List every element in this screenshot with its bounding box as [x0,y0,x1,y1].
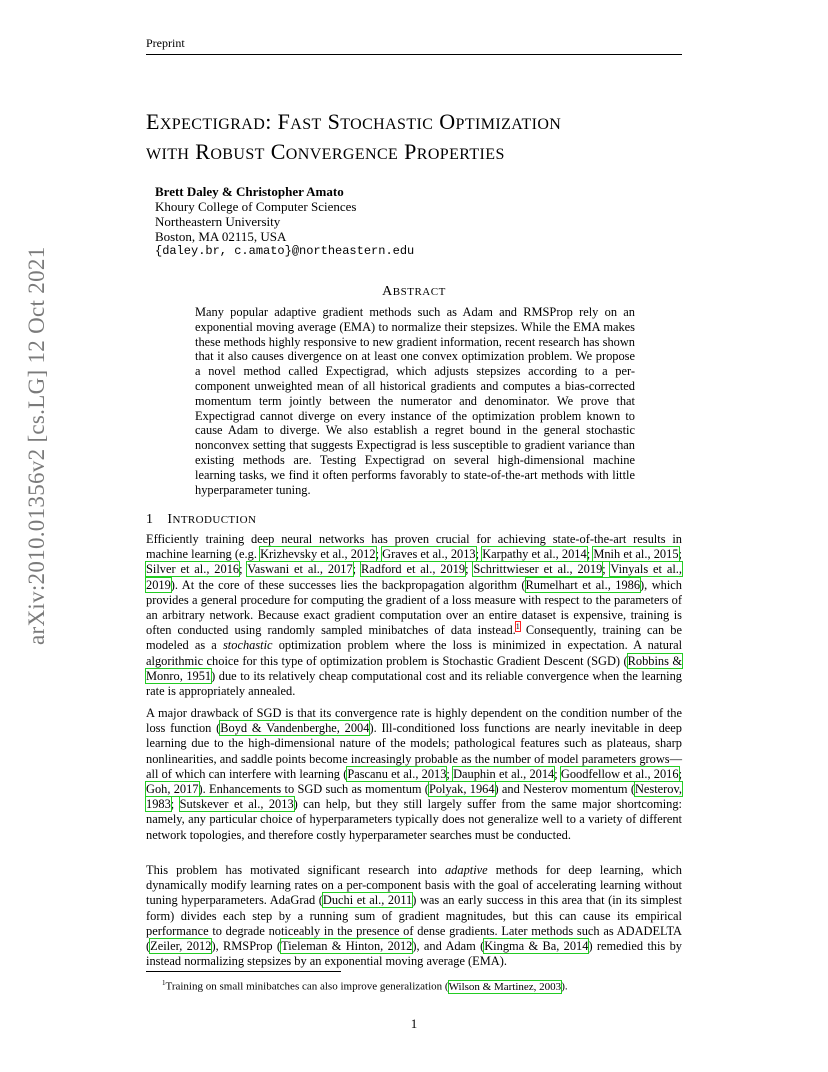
body-text: ) and Nesterov momentum ( [494,782,635,797]
title-word-initial: F [277,109,291,134]
body-text: ; [465,562,474,577]
arxiv-side-stamp: arXiv:2010.01356v2 [cs.LG] 12 Oct 2021 [24,246,49,645]
body-text: Efficiently training deep neural networks has proven crucial for achieving state-of-the-art results in machine learning (e.g. [146,532,682,562]
body-text: ) was an early success in this area that (in its simplest form) divides each step by a running sum of gradient magnitudes, but this can cause its empirical performance to degrade noticeably in the presence of dense gradients. Later methods such as ADADELTA ( [146,893,682,954]
body-text: ; [352,562,361,577]
citation-link[interactable]: Mnih et al., 2015 [593,547,679,562]
title-word-rest: OBUST [210,146,265,163]
body-text: ; [375,547,383,562]
author-email: {daley.br, c.amato}@northeastern.edu [155,244,415,258]
section-title-rest: NTRODUCTION [172,514,257,526]
citation-link[interactable]: Goh, 2017 [146,782,199,797]
title-word-initial: E [146,109,160,134]
citation-link[interactable]: Boyd & Vandenberghe, 2004 [220,721,370,736]
footnote-text-pre: Training on small minibatches can also improve generalization ( [165,980,449,993]
citation-link[interactable]: Dauphin et al., 2014 [453,766,555,781]
footnote-rule [146,971,341,972]
body-text: ; [678,547,682,562]
body-text: methods for deep learning, which dynamically modify learning rates on a per-component basis with the goal of accelerating learning without tuning hyperparameters. AdaGrad ( [146,863,682,908]
body-text: Consequently, training can be modeled as a [146,623,682,653]
title-word-rest: XPECTIGRAD [159,116,266,133]
body-text: ; [602,562,611,577]
section-heading-introduction [146,512,256,528]
page-number: 1 [410,1016,418,1031]
body-text: ; [170,797,180,812]
citation-link[interactable]: Graves et al., 2013 [382,547,476,562]
citation-link[interactable]: Krizhevsky et al., 2012 [260,547,376,562]
emphasis-text: stochastic [222,638,273,653]
section-title-initial: I [167,512,173,527]
author-names: Brett Daley & Christopher Amato [155,184,344,199]
intro-paragraph-3 [146,863,682,969]
body-text: ) due to its relatively cheap computational cost and its reliable convergence when the learning rate is appropriately annealed. [146,668,682,699]
abstract-heading-initial: A [382,284,393,299]
intro-paragraph-1 [146,532,682,699]
body-text: ). Ill-conditioned loss functions are nearly inevitable in deep learning due to the high-dimensional nature of the models; pathological features such as plateaus, sharp nonlinearities, and saddle points become increasingly probable as the number of model parameters grows—all of which can interfere with learning ( [146,721,682,781]
title-word [278,109,322,134]
body-text: ; [239,562,248,577]
title-word-initial: O [439,109,456,134]
citation-link[interactable]: Robbins & Monro, 1951 [146,653,683,683]
body-text: ), which provides a general procedure for computing the gradient of a loss measure with respect to the parameters of an arbitrary network. Because exact gradient computation over an entire dataset is expensive, training is often conducted using randomly sampled minibatches of data instead. [146,577,682,638]
title-word [146,109,265,134]
section-number: 1 [146,512,154,527]
title-word-rest: TOCHASTIC [340,116,434,133]
citation-link[interactable]: Zeiler, 2012 [150,939,212,954]
footnote-mark: 1 [162,979,166,987]
title-word-initial: S [327,109,341,134]
body-text: ). Enhancements to SGD such as momentum ( [198,782,429,797]
footnote-text-post: ). [561,980,568,993]
body-text: ; [678,766,683,781]
title-word-initial: P [404,139,417,164]
title-word-rest: ROPERTIES [416,146,505,163]
body-text: ) remedied this by instead normalizing stepsizes by an exponential moving average (EMA). [146,939,682,969]
title-word [328,109,434,134]
abstract-heading-rest: BSTRACT [392,286,446,298]
citation-link[interactable]: Duchi et al., 2011 [322,893,413,908]
citation-link[interactable]: Sutskever et al., 2013 [179,797,294,812]
citation-link[interactable]: Polyak, 1964 [428,782,495,797]
title-word [146,139,189,164]
affiliation-college: Khoury College of Computer Sciences [155,199,357,214]
footnote-ref-link[interactable]: 1 [515,622,520,632]
title-word [195,139,265,164]
citation-link[interactable]: Karpathy et al., 2014 [482,547,587,562]
title-line-1 [146,108,686,138]
title-word-rest: AST [290,116,322,133]
body-text: ) can help, but they still largely suffer from the same major shortcoming: namely, any particular choice of hyperparameters typically does not generalize well to a variety of different network topologies, and therefore costly hyperparameter searches must be conducted. [146,797,682,842]
body-text: ). At the core of these successes lies the backpropagation algorithm ( [170,577,526,592]
citation-link[interactable]: Kingma & Ba, 2014 [484,939,589,954]
citation-link[interactable]: Vinyals et al., 2019 [146,562,682,592]
citation-link[interactable]: Vaswani et al., 2017 [247,562,353,577]
title-word-rest: ONVERGENCE [285,146,399,163]
title-word [439,109,561,134]
citation-link[interactable]: Nesterov, 1983 [146,782,682,812]
title-word [271,139,399,164]
title-line-2 [146,138,686,168]
affiliation-address: Boston, MA 02115, USA [155,229,287,244]
title-word-initial: C [270,139,286,164]
body-text: A major drawback of SGD is that its convergence rate is highly dependent on the condition number of the loss function ( [146,706,682,736]
title-word [404,139,505,164]
citation-link[interactable]: Radford et al., 2019 [360,562,466,577]
body-text: optimization problem where the loss is minimized in expectation. A natural algorithmic choice for this type of optimization problem is Stochastic Gradient Descent (SGD) ( [146,638,683,668]
footnote-citation-link[interactable]: Wilson & Martinez, 2003 [448,980,562,993]
citation-link[interactable]: Rumelhart et al., 1986 [525,577,641,592]
title-word-rest: WITH [146,146,190,163]
running-header: Preprint [146,36,682,55]
citation-link[interactable]: Pascanu et al., 2013 [347,766,447,781]
abstract-heading [0,284,828,300]
intro-paragraph-2 [146,706,682,843]
affiliation-university: Northeastern University [155,214,281,229]
body-text: ; [554,766,561,781]
body-text: This problem has motivated significant research into [146,863,445,877]
author-block [155,184,414,259]
citation-link[interactable]: Tieleman & Hinton, 2012 [281,939,413,954]
title-word-initial: R [195,139,211,164]
emphasis-text: adaptive [444,863,488,877]
title-word-rest: PTIMIZATION [455,116,562,133]
title-space: : [265,109,278,134]
body-text: ; [446,766,454,781]
citation-link[interactable]: Schrittwieser et al., 2019 [473,562,603,577]
citation-link[interactable]: Goodfellow et al., 2016 [560,766,679,781]
body-text: ; [475,547,483,562]
body-text: ; [586,547,594,562]
body-text: ), RMSProp ( [211,939,282,954]
footnote [162,977,568,994]
body-text: ), and Adam ( [412,939,485,954]
abstract-text: Many popular adaptive gradient methods such as Adam and RMSProp rely on an exponential moving average (EMA) to normalize their stepsizes. While the EMA makes these methods highly responsive to new gradient information, recent research has shown that it also causes divergence on at least one convex optimization problem. We propose a novel method called Expectigrad, which adjusts stepsizes according to a per-component unweighted mean of all historical gradients and computes a bias-corrected momentum term jointly between the numerator and denominator. We prove that Expectigrad cannot diverge on every instance of the optimization problem known to cause Adam to diverge. We also establish a regret bound in the general stochastic nonconvex setting that suggests Expectigrad is less susceptible to gradient variance than existing methods are. Testing Expectigrad on several high-dimensional machine learning tasks, we find it often performs favorably to state-of-the-art methods with little hyperparameter tuning. [195,305,635,497]
paper-title [146,108,686,168]
citation-link[interactable]: Silver et al., 2016 [146,562,240,577]
